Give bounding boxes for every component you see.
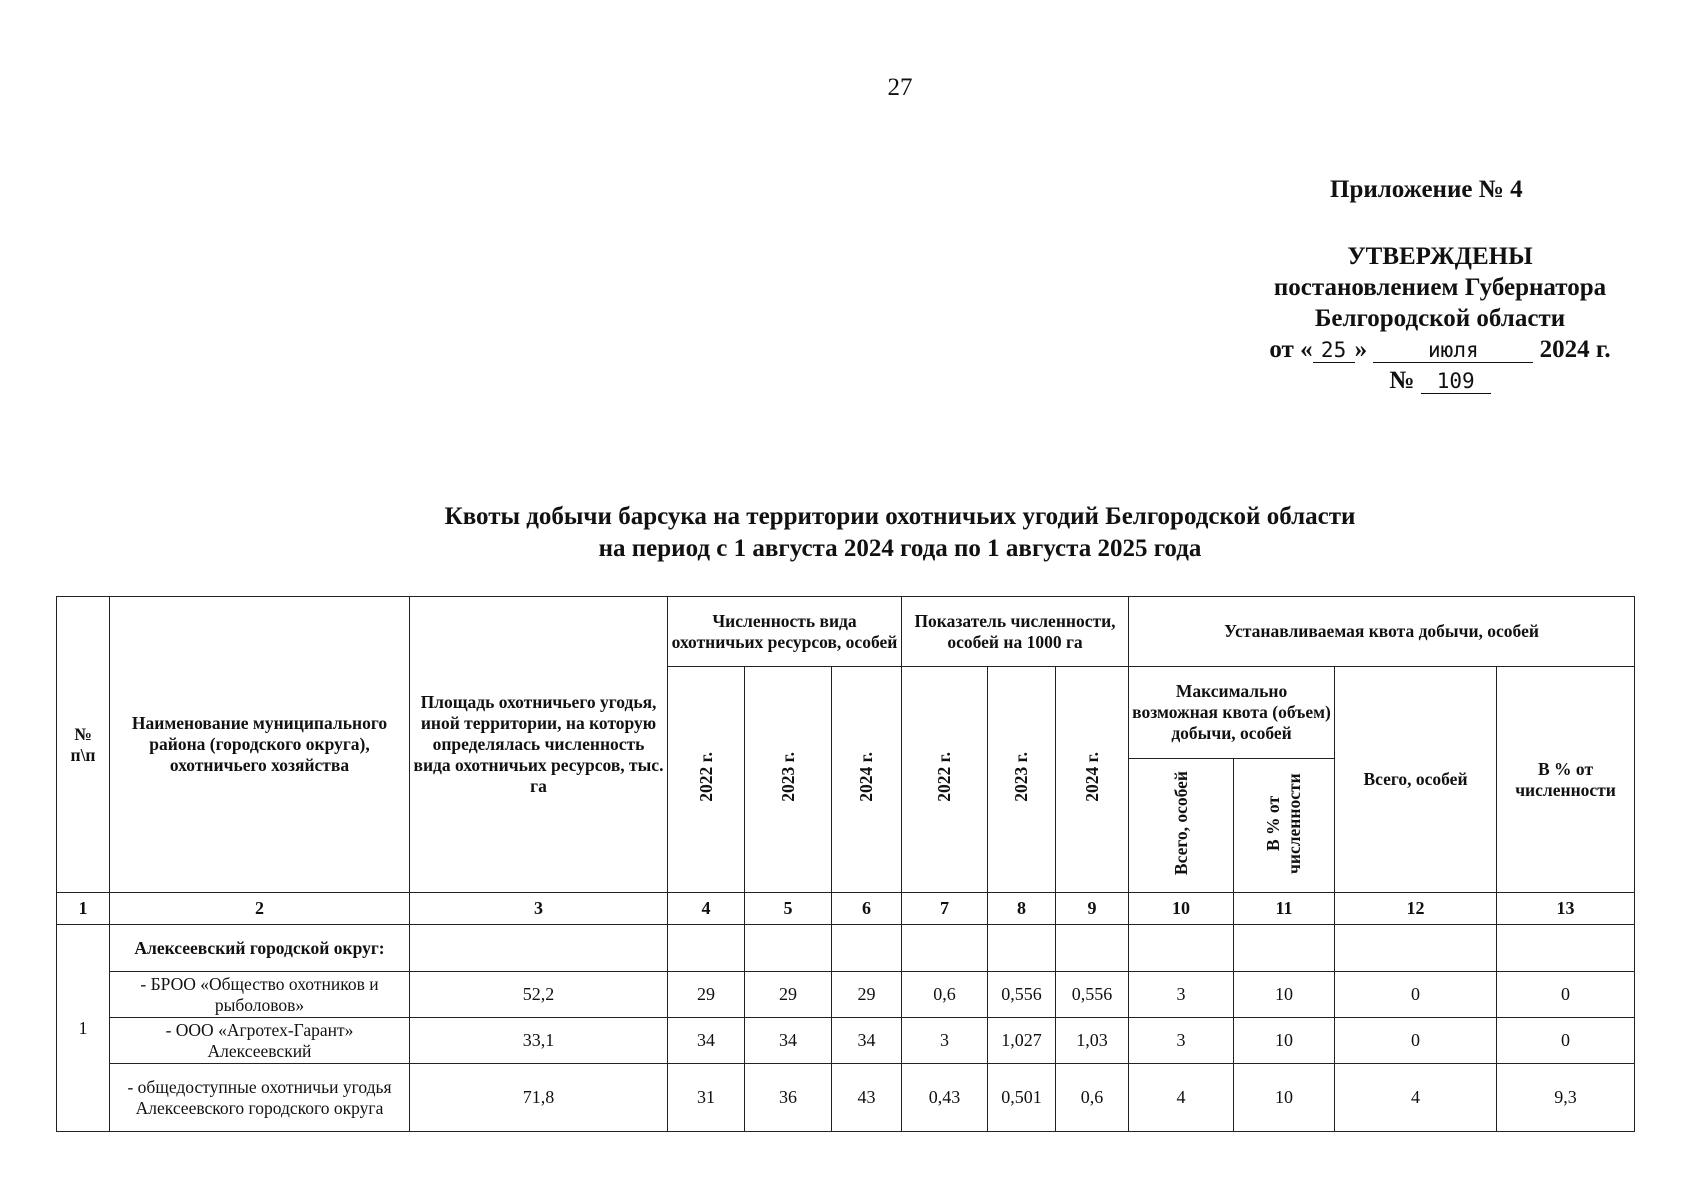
page-number: 27 [887, 74, 913, 101]
row-area: 33,1 [410, 1018, 668, 1064]
row-pop-2022: 31 [668, 1064, 745, 1132]
header-pop-2022: 2022 г. [668, 667, 745, 893]
row-den-2023: 0,501 [988, 1064, 1056, 1132]
row-max-percent: 10 [1234, 1018, 1335, 1064]
header-max-percent: В % от численности [1234, 759, 1335, 893]
column-number: 6 [832, 893, 902, 925]
column-number: 13 [1497, 893, 1635, 925]
column-number: 1 [57, 893, 110, 925]
header-name: Наименование муниципального района (городского округа), охотничьего хозяйства [110, 597, 410, 893]
header-den-2024: 2024 г. [1056, 667, 1129, 893]
table-row-group [57, 925, 1635, 972]
document-number: 109 [1421, 369, 1491, 394]
row-den-2024: 0,6 [1056, 1064, 1129, 1132]
appendix-label: Приложение № 4 [1330, 176, 1523, 203]
column-number-row [57, 893, 1635, 925]
header-row-1 [57, 597, 1635, 667]
row-name: - БРОО «Общество охотников и рыболовов» [110, 972, 410, 1018]
row-max-total: 3 [1129, 972, 1234, 1018]
row-quota-percent: 9,3 [1497, 1064, 1635, 1132]
row-area: 52,2 [410, 972, 668, 1018]
column-number: 5 [745, 893, 832, 925]
row-den-2023: 1,027 [988, 1018, 1056, 1064]
column-number: 10 [1129, 893, 1234, 925]
date-mid: » [1354, 336, 1368, 363]
row-pop-2024: 43 [832, 1064, 902, 1132]
row-max-percent: 10 [1234, 972, 1335, 1018]
date-day: 25 [1313, 338, 1355, 363]
row-pop-2022: 34 [668, 1018, 745, 1064]
row-den-2022: 3 [902, 1018, 988, 1064]
header-num: № п\п [57, 597, 110, 893]
row-pop-2023: 34 [745, 1018, 832, 1064]
column-number: 12 [1335, 893, 1497, 925]
row-den-2022: 0,6 [902, 972, 988, 1018]
header-max-total: Всего, особей [1129, 759, 1234, 893]
row-den-2024: 0,556 [1056, 972, 1129, 1018]
title-line-1: Квоты добычи барсука на территории охотничьих угодий Белгородской области [444, 503, 1356, 530]
approval-date [1230, 334, 1650, 365]
date-year: 2024 г. [1539, 336, 1611, 363]
row-max-total: 3 [1129, 1018, 1234, 1064]
row-quota-percent: 0 [1497, 1018, 1635, 1064]
group-name: Алексеевский городской округ: [110, 925, 410, 972]
approval-line-2: Белгородской области [1314, 305, 1566, 332]
row-quota-total: 4 [1335, 1064, 1497, 1132]
row-pop-2023: 36 [745, 1064, 832, 1132]
header-total-12: Всего, особей [1335, 667, 1497, 893]
group-number: 1 [57, 925, 110, 1132]
header-max-quota: Максимально возможная квота (объем) добычи, особей [1129, 667, 1335, 759]
column-number: 9 [1056, 893, 1129, 925]
row-quota-total: 0 [1335, 972, 1497, 1018]
header-percent-13: В % от численности [1497, 667, 1635, 893]
header-den-2023: 2023 г. [988, 667, 1056, 893]
date-prefix: от « [1269, 336, 1313, 363]
header-pop-2024: 2024 г. [832, 667, 902, 893]
column-number: 8 [988, 893, 1056, 925]
row-pop-2024: 34 [832, 1018, 902, 1064]
header-area: Площадь охотничьего угодья, иной территории, на которую определялась численность вида охотничьих ресурсов, тыс. га [410, 597, 668, 893]
row-area: 71,8 [410, 1064, 668, 1132]
header-pop-2023: 2023 г. [745, 667, 832, 893]
quota-table [56, 596, 1635, 1132]
column-number: 2 [110, 893, 410, 925]
row-pop-2022: 29 [668, 972, 745, 1018]
row-name: - ООО «Агротех-Гарант» Алексеевский [110, 1018, 410, 1064]
title-line-2: на период с 1 августа 2024 года по 1 августа 2025 года [598, 535, 1202, 562]
approval-block [1230, 241, 1650, 396]
row-pop-2024: 29 [832, 972, 902, 1018]
document-title [300, 501, 1500, 565]
row-den-2022: 0,43 [902, 1064, 988, 1132]
date-month: июля [1373, 338, 1533, 363]
column-number: 11 [1234, 893, 1335, 925]
row-max-percent: 10 [1234, 1064, 1335, 1132]
approval-heading: УТВЕРЖДЕНЫ [1347, 243, 1533, 270]
row-quota-total: 0 [1335, 1018, 1497, 1064]
header-den-2022: 2022 г. [902, 667, 988, 893]
header-population: Численность вида охотничьих ресурсов, особей [668, 597, 902, 667]
column-number: 4 [668, 893, 745, 925]
approval-line-1: постановлением Губернатора [1273, 274, 1607, 301]
row-den-2024: 1,03 [1056, 1018, 1129, 1064]
number-prefix: № [1389, 367, 1415, 394]
column-number: 7 [902, 893, 988, 925]
table-row [57, 972, 1635, 1018]
row-name: - общедоступные охотничьи угодья Алексеевского городского округа [110, 1064, 410, 1132]
row-pop-2023: 29 [745, 972, 832, 1018]
header-quota: Устанавливаемая квота добычи, особей [1129, 597, 1635, 667]
approval-number [1230, 365, 1650, 396]
header-density: Показатель численности, особей на 1000 га [902, 597, 1129, 667]
table-row [57, 1064, 1635, 1132]
column-number: 3 [410, 893, 668, 925]
row-quota-percent: 0 [1497, 972, 1635, 1018]
row-den-2023: 0,556 [988, 972, 1056, 1018]
table-row [57, 1018, 1635, 1064]
row-max-total: 4 [1129, 1064, 1234, 1132]
